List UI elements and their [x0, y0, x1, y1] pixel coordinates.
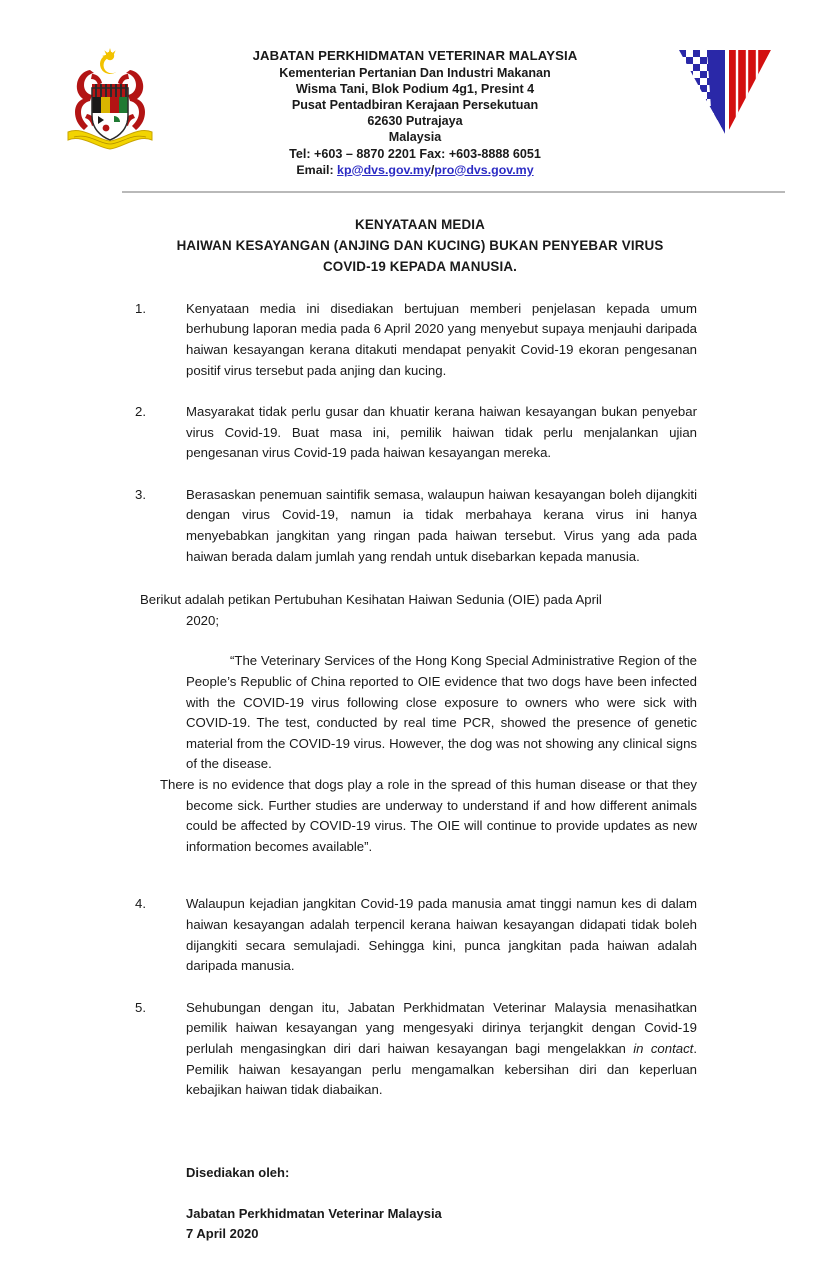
paragraph-marker: 5. [135, 999, 146, 1015]
paragraph-marker: 3. [135, 486, 146, 502]
numbered-paragraph [135, 299, 697, 381]
letterhead-line-4: Pusat Pentadbiran Kerajaan Persekutuan [291, 98, 539, 113]
title-line-2: HAIWAN KESAYANGAN (ANJING DAN KUCING) BUKAN PENYEBAR VIRUS [176, 238, 664, 254]
letterhead-line-2: Kementerian Pertanian Dan Industri Makanan [279, 65, 551, 80]
signoff-spacer [186, 1182, 697, 1204]
document-body [0, 299, 840, 1244]
letterhead-line-3: Wisma Tani, Blok Podium 4g1, Presint 4 [295, 82, 535, 96]
paragraph-text [186, 998, 697, 1101]
paragraph-text-italic: in contact [633, 1040, 694, 1056]
signoff-date: 7 April 2020 [186, 1225, 259, 1241]
header-divider [122, 191, 785, 193]
letterhead [0, 0, 840, 178]
quote-lead-in-line-2: 2020; [186, 612, 220, 628]
email-link-kp[interactable]: kp@dvs.gov.my [337, 162, 431, 177]
letterhead-line-6: Malaysia [388, 130, 442, 145]
coat-of-arms-logo [50, 42, 170, 156]
paragraph-text-part-2: . Pemilik haiwan kesayangan perlu mengamalkan kebersihan diri dan keperluan kebajikan haiwan tidak diabaikan. [186, 1040, 698, 1098]
letterhead-line-5: 62630 Putrajaya [367, 114, 463, 129]
email-link-pro[interactable]: pro@dvs.gov.my [434, 162, 534, 177]
oie-quote-paragraph-1: “The Veterinary Services of the Hong Kong Special Administrative Region of the People’s Republic of China reported to OIE evidence that two dogs have been infected with the COVID-19 virus following close exposure to owners who were sick with COVID-19. The test, conducted by real time PCR, showed the presence of genetic material from the COVID-19 virus. However, the dog was not showing any clinical signs of the disease. [186, 653, 697, 772]
paragraph-text: Berasaskan penemuan saintifik semasa, walaupun haiwan kesayangan boleh dijangkiti dengan virus Covid-19, namun ia tidak merbahaya kerana virus ini hanya menyebabkan jangkitan yang ringan pada haiwan tersebut. Virus yang ada pada haiwan berada dalam jumlah yang rendah untuk disebarkan kepada manusia. [186, 486, 697, 564]
dvs-v-logo-icon [673, 44, 777, 140]
email-label: Email: [296, 162, 334, 177]
quote-lead-in-line-1: Berikut adalah petikan Pertubuhan Kesihatan Haiwan Sedunia (OIE) pada April [140, 592, 602, 608]
page-title [120, 215, 720, 277]
numbered-paragraph [135, 402, 697, 464]
letterhead-telephone-fax: Tel: +603 – 8870 2201 Fax: +603-8888 6051 [289, 147, 541, 162]
signoff-author: Jabatan Perkhidmatan Veterinar Malaysia [186, 1206, 442, 1222]
numbered-paragraph [135, 998, 697, 1101]
paragraph-text: Masyarakat tidak perlu gusar dan khuatir kerana haiwan kesayangan bukan penyebar virus Covid-19. Buat masa ini, pemilik haiwan tidak perlu menjalankan ujian pengesanan virus Covid-19 pada haiwan kesayangan mereka. [186, 404, 697, 461]
email-separator: / [430, 162, 435, 177]
prepared-by-label: Disediakan oleh: [186, 1164, 290, 1180]
numbered-paragraph [135, 485, 697, 567]
paragraph-marker: 2. [135, 404, 146, 420]
title-line-1: KENYATAAN MEDIA [355, 217, 485, 233]
letterhead-address-block [170, 42, 660, 178]
paragraph-marker: 1. [135, 300, 146, 316]
letterhead-line-1: JABATAN PERKHIDMATAN VETERINAR MALAYSIA [252, 48, 578, 63]
paragraph-text-part-1: Sehubungan dengan itu, Jabatan Perkhidmatan Veterinar Malaysia menasihatkan pemilik haiwan kesayangan yang mengesyaki dirinya terjangkit dengan Covid-19 perlulah mengasingkan diri dari haiwan kesayangan bagi mengelakkan [186, 999, 697, 1056]
department-logo [660, 42, 790, 140]
paragraph-text: Kenyataan media ini disediakan bertujuan memberi penjelasan kepada umum berhubung laporan media pada 6 April 2020 yang menyebut supaya menjauhi daripada haiwan kesayangan kerana ditakuti mendapat penyakit Covid-19 ekoran pengesanan positif virus tersebut pada anjing dan kucing. [186, 300, 697, 378]
title-line-3: COVID-19 KEPADA MANUSIA. [322, 258, 518, 274]
paragraph-marker: 4. [135, 896, 146, 912]
malaysia-coat-of-arms-icon [54, 44, 166, 156]
paragraph-text: Walaupun kejadian jangkitan Covid-19 pada manusia amat tinggi namun kes di dalam haiwan kesayangan adalah terpencil kerana haiwan kesayangan didapati tidak boleh dijangkiti secara semulajadi. Sehingga kini, punca jangkitan pada haiwan adalah daripada manusia. [186, 896, 697, 974]
oie-quote-paragraph-2: There is no evidence that dogs play a role in the spread of this human disease or that they become sick. Further studies are underway to understand if and how different animals could be affected by COVID-19 virus. The OIE will continue to provide updates as new information becomes available”. [160, 777, 697, 854]
numbered-paragraph [135, 894, 697, 976]
signoff-block [135, 1163, 697, 1244]
letterhead-email-line [170, 163, 660, 179]
